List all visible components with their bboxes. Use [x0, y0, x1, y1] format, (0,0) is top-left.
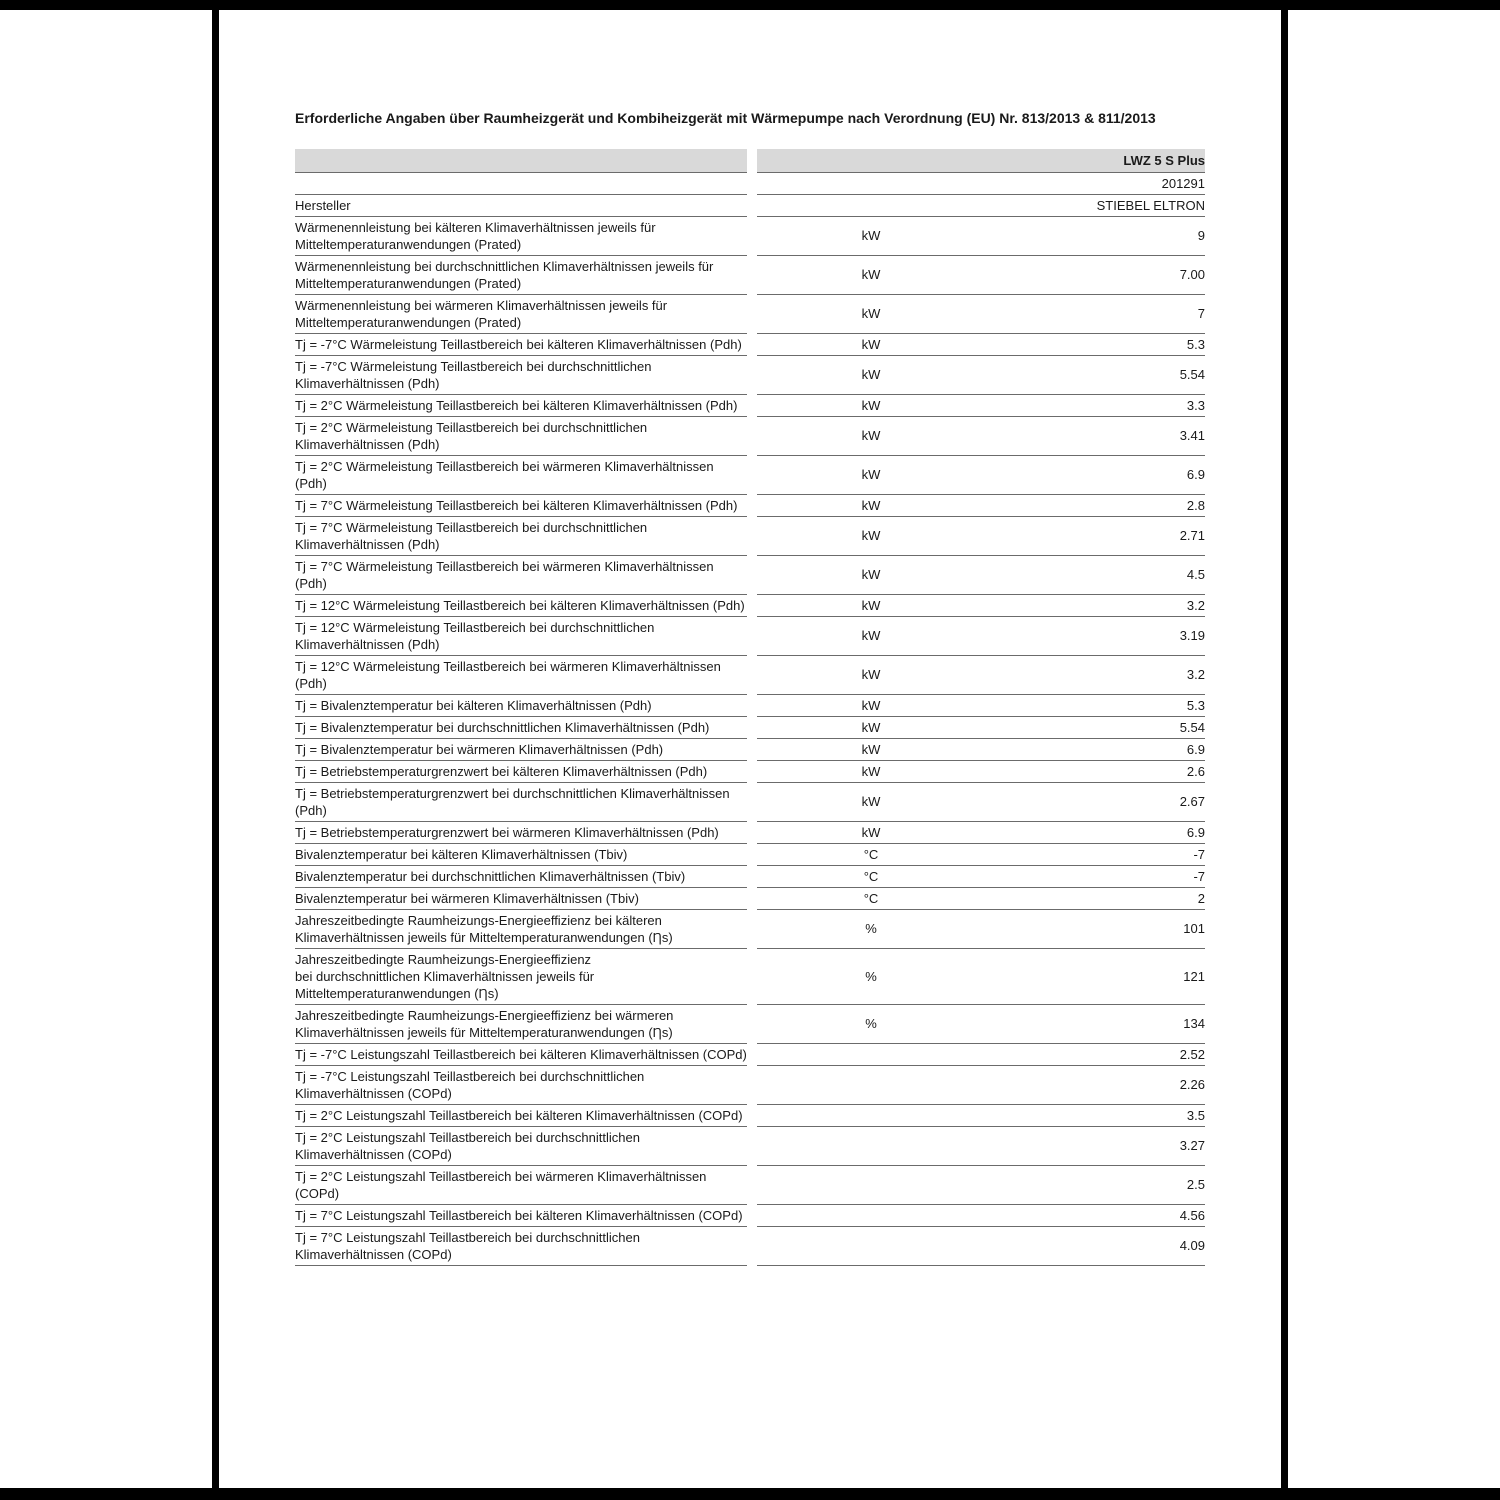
column-gap [747, 655, 757, 694]
row-value: 7 [985, 294, 1205, 333]
table-row [295, 1004, 1205, 1043]
row-value: 2.8 [985, 494, 1205, 516]
table-row [295, 616, 1205, 655]
column-gap [747, 216, 757, 255]
table-row [295, 655, 1205, 694]
row-label: Tj = -7°C Leistungszahl Teillastbereich bei kälteren Klimaverhältnissen (COPd) [295, 1043, 747, 1065]
column-gap [747, 594, 757, 616]
table-row [295, 294, 1205, 333]
row-value: 2.26 [985, 1065, 1205, 1104]
row-label: Tj = 2°C Leistungszahl Teillastbereich bei wärmeren Klimaverhältnissen (COPd) [295, 1165, 747, 1204]
row-unit: kW [757, 694, 985, 716]
product-header-empty [295, 149, 747, 173]
column-gap [747, 1226, 757, 1265]
row-unit: kW [757, 355, 985, 394]
row-value: 2.71 [985, 516, 1205, 555]
row-label: Tj = Betriebstemperaturgrenzwert bei kälteren Klimaverhältnissen (Pdh) [295, 760, 747, 782]
column-gap [747, 149, 757, 173]
column-gap [747, 738, 757, 760]
row-label: Bivalenztemperatur bei wärmeren Klimaverhältnissen (Tbiv) [295, 887, 747, 909]
column-gap [747, 716, 757, 738]
manufacturer-row [295, 194, 1205, 216]
row-value: 5.54 [985, 355, 1205, 394]
row-label: Tj = 2°C Leistungszahl Teillastbereich bei kälteren Klimaverhältnissen (COPd) [295, 1104, 747, 1126]
table-row [295, 782, 1205, 821]
table-row [295, 716, 1205, 738]
column-gap [747, 760, 757, 782]
row-unit [757, 1065, 985, 1104]
table-row [295, 887, 1205, 909]
row-value: 134 [985, 1004, 1205, 1043]
row-label: Tj = 12°C Wärmeleistung Teillastbereich bei kälteren Klimaverhältnissen (Pdh) [295, 594, 747, 616]
row-unit: kW [757, 782, 985, 821]
column-gap [747, 1204, 757, 1226]
row-unit: kW [757, 294, 985, 333]
row-unit: kW [757, 555, 985, 594]
column-gap [747, 1004, 757, 1043]
column-gap [747, 172, 757, 194]
column-gap [747, 455, 757, 494]
manufacturer-value: STIEBEL ELTRON [985, 194, 1205, 216]
row-unit: °C [757, 887, 985, 909]
row-unit: kW [757, 594, 985, 616]
column-gap [747, 887, 757, 909]
row-unit [757, 1104, 985, 1126]
column-gap [747, 782, 757, 821]
row-label: Tj = Bivalenztemperatur bei durchschnittlichen Klimaverhältnissen (Pdh) [295, 716, 747, 738]
row-value: -7 [985, 843, 1205, 865]
row-value: 3.19 [985, 616, 1205, 655]
row-label: Tj = Betriebstemperaturgrenzwert bei wärmeren Klimaverhältnissen (Pdh) [295, 821, 747, 843]
row-label: Tj = 7°C Leistungszahl Teillastbereich bei kälteren Klimaverhältnissen (COPd) [295, 1204, 747, 1226]
row-unit: kW [757, 255, 985, 294]
row-value: 2.6 [985, 760, 1205, 782]
product-number-row [295, 172, 1205, 194]
table-row [295, 843, 1205, 865]
row-unit: % [757, 948, 985, 1004]
table-row [295, 821, 1205, 843]
product-number: 201291 [985, 172, 1205, 194]
table-row [295, 1204, 1205, 1226]
row-label: Tj = 7°C Leistungszahl Teillastbereich bei durchschnittlichen Klimaverhältnissen (COPd) [295, 1226, 747, 1265]
column-gap [747, 948, 757, 1004]
row-label: Jahreszeitbedingte Raumheizungs-Energieeffizienz bei kälteren Klimaverhältnissen jeweils für Mitteltemperaturanwendungen (Ƞs) [295, 909, 747, 948]
row-value: -7 [985, 865, 1205, 887]
row-label: Tj = 7°C Wärmeleistung Teillastbereich bei durchschnittlichen Klimaverhältnissen (Pdh) [295, 516, 747, 555]
row-value: 7.00 [985, 255, 1205, 294]
product-header-empty [757, 149, 985, 173]
row-unit: kW [757, 738, 985, 760]
row-label: Tj = 2°C Wärmeleistung Teillastbereich bei wärmeren Klimaverhältnissen (Pdh) [295, 455, 747, 494]
row-value: 4.5 [985, 555, 1205, 594]
column-gap [747, 909, 757, 948]
row-unit: kW [757, 716, 985, 738]
row-label: Tj = 2°C Leistungszahl Teillastbereich bei durchschnittlichen Klimaverhältnissen (COPd) [295, 1126, 747, 1165]
scan-border-top [0, 0, 1500, 10]
row-unit [757, 1165, 985, 1204]
column-gap [747, 694, 757, 716]
table-row [295, 1043, 1205, 1065]
table-row [295, 948, 1205, 1004]
column-gap [747, 416, 757, 455]
product-name: LWZ 5 S Plus [985, 149, 1205, 173]
table-row [295, 1126, 1205, 1165]
row-unit [757, 1204, 985, 1226]
scan-border-right [1281, 0, 1288, 1500]
row-label: Tj = -7°C Wärmeleistung Teillastbereich bei kälteren Klimaverhältnissen (Pdh) [295, 333, 747, 355]
column-gap [747, 355, 757, 394]
row-unit: % [757, 1004, 985, 1043]
row-unit [757, 1043, 985, 1065]
table-row [295, 555, 1205, 594]
row-label: Tj = -7°C Leistungszahl Teillastbereich bei durchschnittlichen Klimaverhältnissen (COPd) [295, 1065, 747, 1104]
table-row [295, 516, 1205, 555]
row-label: Tj = 7°C Wärmeleistung Teillastbereich bei wärmeren Klimaverhältnissen (Pdh) [295, 555, 747, 594]
row-unit: % [757, 909, 985, 948]
row-value: 6.9 [985, 738, 1205, 760]
row-label: Jahreszeitbedingte Raumheizungs-Energieeffizienz bei durchschnittlichen Klimaverhältnissen jeweils für Mitteltemperaturanwendungen (Ƞs) [295, 948, 747, 1004]
table-row [295, 255, 1205, 294]
column-gap [747, 516, 757, 555]
column-gap [747, 1043, 757, 1065]
column-gap [747, 1104, 757, 1126]
row-label: Jahreszeitbedingte Raumheizungs-Energieeffizienz bei wärmeren Klimaverhältnissen jeweils für Mitteltemperaturanwendungen (Ƞs) [295, 1004, 747, 1043]
row-label: Tj = 7°C Wärmeleistung Teillastbereich bei kälteren Klimaverhältnissen (Pdh) [295, 494, 747, 516]
row-value: 3.41 [985, 416, 1205, 455]
row-value: 101 [985, 909, 1205, 948]
column-gap [747, 821, 757, 843]
row-value: 3.2 [985, 594, 1205, 616]
column-gap [747, 333, 757, 355]
row-unit: kW [757, 394, 985, 416]
manufacturer-label: Hersteller [295, 194, 747, 216]
table-row [295, 760, 1205, 782]
row-unit: kW [757, 516, 985, 555]
row-label: Tj = 12°C Wärmeleistung Teillastbereich bei wärmeren Klimaverhältnissen (Pdh) [295, 655, 747, 694]
column-gap [747, 394, 757, 416]
row-value: 5.3 [985, 333, 1205, 355]
row-unit: kW [757, 821, 985, 843]
row-unit [757, 1226, 985, 1265]
column-gap [747, 616, 757, 655]
row-label: Tj = Bivalenztemperatur bei wärmeren Klimaverhältnissen (Pdh) [295, 738, 747, 760]
data-table [295, 149, 1205, 1266]
table-row [295, 216, 1205, 255]
column-gap [747, 843, 757, 865]
column-gap [747, 1065, 757, 1104]
table-row [295, 909, 1205, 948]
table-row [295, 494, 1205, 516]
column-gap [747, 865, 757, 887]
row-label: Wärmenennleistung bei wärmeren Klimaverhältnissen jeweils für Mitteltemperaturanwendungen (Prated) [295, 294, 747, 333]
row-value: 9 [985, 216, 1205, 255]
row-value: 6.9 [985, 821, 1205, 843]
table-row [295, 738, 1205, 760]
row-label: Tj = 12°C Wärmeleistung Teillastbereich bei durchschnittlichen Klimaverhältnissen (Pdh) [295, 616, 747, 655]
row-value: 3.27 [985, 1126, 1205, 1165]
product-number-empty [757, 172, 985, 194]
row-unit: kW [757, 416, 985, 455]
row-label: Bivalenztemperatur bei durchschnittlichen Klimaverhältnissen (Tbiv) [295, 865, 747, 887]
row-label: Wärmenennleistung bei kälteren Klimaverhältnissen jeweils für Mitteltemperaturanwendungen (Prated) [295, 216, 747, 255]
row-label: Tj = -7°C Wärmeleistung Teillastbereich bei durchschnittlichen Klimaverhältnissen (Pdh) [295, 355, 747, 394]
table-row [295, 394, 1205, 416]
row-label: Bivalenztemperatur bei kälteren Klimaverhältnissen (Tbiv) [295, 843, 747, 865]
row-unit: °C [757, 865, 985, 887]
table-row [295, 865, 1205, 887]
table-body [295, 216, 1205, 1265]
row-label: Tj = Bivalenztemperatur bei kälteren Klimaverhältnissen (Pdh) [295, 694, 747, 716]
row-value: 121 [985, 948, 1205, 1004]
row-label: Tj = 2°C Wärmeleistung Teillastbereich bei durchschnittlichen Klimaverhältnissen (Pdh) [295, 416, 747, 455]
row-unit: kW [757, 494, 985, 516]
column-gap [747, 194, 757, 216]
page-title: Erforderliche Angaben über Raumheizgerät und Kombiheizgerät mit Wärmepumpe nach Verordnung (EU) Nr. 813/2013 & 811/2013 [295, 110, 1156, 126]
row-unit: kW [757, 655, 985, 694]
row-value: 5.3 [985, 694, 1205, 716]
row-value: 3.5 [985, 1104, 1205, 1126]
row-unit: kW [757, 333, 985, 355]
column-gap [747, 1126, 757, 1165]
manufacturer-unit-empty [757, 194, 985, 216]
table-row [295, 1065, 1205, 1104]
column-gap [747, 1165, 757, 1204]
document-page [219, 10, 1281, 1488]
table-row [295, 416, 1205, 455]
row-value: 2 [985, 887, 1205, 909]
row-value: 6.9 [985, 455, 1205, 494]
row-value: 3.2 [985, 655, 1205, 694]
row-label: Wärmenennleistung bei durchschnittlichen Klimaverhältnissen jeweils für Mitteltemperaturanwendungen (Prated) [295, 255, 747, 294]
row-unit: kW [757, 760, 985, 782]
column-gap [747, 255, 757, 294]
row-unit: kW [757, 616, 985, 655]
row-value: 4.56 [985, 1204, 1205, 1226]
table-row [295, 594, 1205, 616]
row-unit [757, 1126, 985, 1165]
scan-border-left [212, 0, 219, 1500]
row-value: 5.54 [985, 716, 1205, 738]
row-label: Tj = Betriebstemperaturgrenzwert bei durchschnittlichen Klimaverhältnissen (Pdh) [295, 782, 747, 821]
table-row [295, 694, 1205, 716]
column-gap [747, 294, 757, 333]
table-row [295, 1165, 1205, 1204]
table-row [295, 333, 1205, 355]
column-gap [747, 494, 757, 516]
row-value: 4.09 [985, 1226, 1205, 1265]
row-unit: kW [757, 455, 985, 494]
row-value: 2.52 [985, 1043, 1205, 1065]
row-value: 3.3 [985, 394, 1205, 416]
row-unit: °C [757, 843, 985, 865]
row-unit: kW [757, 216, 985, 255]
column-gap [747, 555, 757, 594]
product-number-empty [295, 172, 747, 194]
table-row [295, 1104, 1205, 1126]
row-label: Tj = 2°C Wärmeleistung Teillastbereich bei kälteren Klimaverhältnissen (Pdh) [295, 394, 747, 416]
table-row [295, 355, 1205, 394]
row-value: 2.67 [985, 782, 1205, 821]
row-value: 2.5 [985, 1165, 1205, 1204]
product-header-row [295, 149, 1205, 173]
table-row [295, 455, 1205, 494]
table-row [295, 1226, 1205, 1265]
scan-border-bottom [0, 1488, 1500, 1500]
